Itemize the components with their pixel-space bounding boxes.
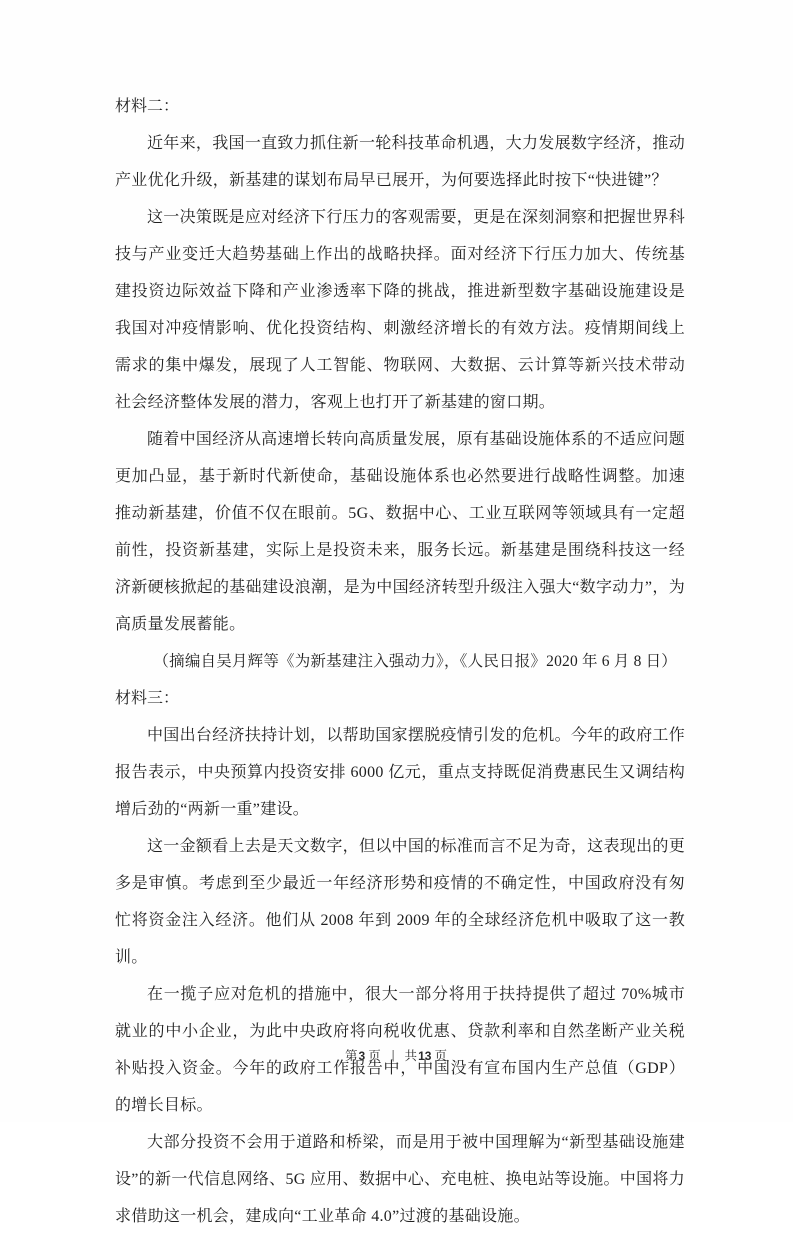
page-number-label <box>345 1046 382 1064</box>
material-3-heading: 材料三： <box>115 690 180 707</box>
material-2-citation: （摘编自吴月辉等《为新基建注入强动力》，《人民日报》2020 年 6 月 8 日） <box>153 653 677 670</box>
material-2-paragraph-2: 这一决策既是应对经济下行压力的客观需要，更是在深刻洞察和把握世界科技与产业变迁大趋势基础上作出的战略抉择。面对经济下行压力加大、传统基建投资边际效益下降和产业渗透率下降的挑战，推进新型数字基础设施建设是我国对冲疫情影响、优化投资结构、刺激经济增长的有效方法。疫情期间线上需求的集中爆发，展现了人工智能、物联网、大数据、云计算等新兴技术带动社会经济整体发展的潜力，客观上也打开了新基建的窗口期。 <box>115 209 685 411</box>
material-2-paragraph-1: 近年来，我国一直致力抓住新一轮科技革命机遇，大力发展数字经济，推动产业优化升级，新基建的谋划布局早已展开，为何要选择此时按下“快进键”？ <box>115 135 685 189</box>
page-total-label <box>405 1046 449 1064</box>
material-2-paragraph-3: 随着中国经济从高速增长转向高质量发展，原有基础设施体系的不适应问题更加凸显，基于新时代新使命，基础设施体系也必然要进行战略性调整。加速推动新基建，价值不仅在眼前。5G、数据中心、工业互联网等领域具有一定超前性，投资新基建，实际上是投资未来，服务长远。新基建是围绕科技这一经济新硬核掀起的基础建设浪潮，是为中国经济转型升级注入强大“数字动力”，为高质量发展蓄能。 <box>115 431 685 633</box>
page-footer <box>0 1046 793 1064</box>
material-3-paragraph-3: 在一揽子应对危机的措施中，很大一部分将用于扶持提供了超过 70%城市就业的中小企业，为此中央政府将向税收优惠、贷款利率和自然垄断产业关税补贴投入资金。今年的政府工作报告中，中国没有宣布国内生产总值（GDP）的增长目标。 <box>115 986 685 1114</box>
material-3-paragraph-1: 中国出台经济扶持计划，以帮助国家摆脱疫情引发的危机。今年的政府工作报告表示，中央预算内投资安排 6000 亿元，重点支持既促消费惠民生又调结构增后劲的“两新一重”建设。 <box>115 727 685 818</box>
total-prefix: 共 <box>404 1049 419 1063</box>
page-suffix: 页 <box>368 1049 382 1063</box>
material-2-section <box>115 88 685 680</box>
total-number: 13 <box>418 1049 432 1063</box>
page-number: 3 <box>358 1049 366 1063</box>
material-3-paragraph-2: 这一金额看上去是天文数字，但以中国的标准而言不足为奇，这表现出的更多是审慎。考虑到至少最近一年经济形势和疫情的不确定性，中国政府没有匆忙将资金注入经济。他们从 2008 年到 2009 年的全球经济危机中吸取了这一教训。 <box>115 838 685 966</box>
page-prefix: 第 <box>344 1049 359 1063</box>
material-3-section <box>115 680 685 1235</box>
total-suffix: 页 <box>434 1049 449 1063</box>
material-3-paragraph-4: 大部分投资不会用于道路和桥梁，而是用于被中国理解为“新型基础设施建设”的新一代信息网络、5G 应用、数据中心、充电桩、换电站等设施。中国将力求借助这一机会，建成向“工业革命 4.0”过渡的基础设施。 <box>115 1134 685 1225</box>
footer-separator: | <box>391 1047 395 1062</box>
material-2-heading: 材料二： <box>115 98 180 115</box>
